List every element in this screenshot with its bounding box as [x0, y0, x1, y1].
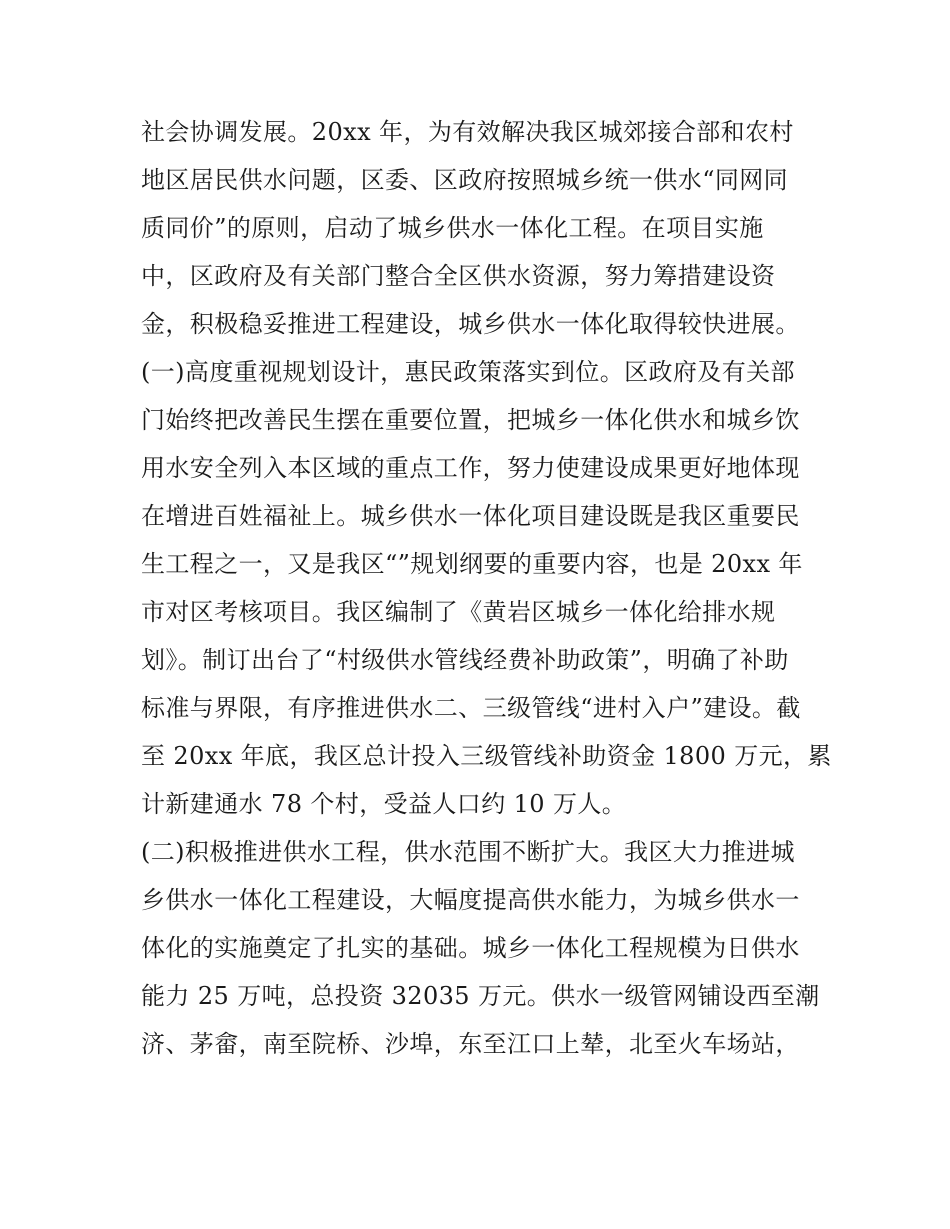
- section-two-line-3: 体化的实施奠定了扎实的基础。城乡一体化工程规模为日供水: [141, 934, 800, 962]
- section-two-line-5: 济、茅畲，南至院桥、沙埠，东至江口上辇，北至火车场站，: [141, 1030, 800, 1058]
- text-line-1: 社会协调发展。20xx 年，为有效解决我区城郊接合部和农村: [141, 118, 794, 146]
- section-one-line-5: 生工程之一，又是我区“”规划纲要的重要内容，也是 20xx 年: [141, 550, 803, 578]
- section-one-line-1: (一)高度重视规划设计，惠民政策落实到位。区政府及有关部: [141, 358, 795, 386]
- section-one-line-4: 在增进百姓福祉上。城乡供水一体化项目建设既是我区重要民: [141, 502, 800, 530]
- section-two-line-1: (二)积极推进供水工程，供水范围不断扩大。我区大力推进城: [141, 838, 795, 866]
- section-two-line-4: 能力 25 万吨，总投资 32035 万元。供水一级管网铺设西至潮: [141, 982, 820, 1010]
- section-one-line-7: 划》。制订出台了“村级供水管线经费补助政策”，明确了补助: [141, 646, 789, 674]
- section-one-line-8: 标准与界限，有序推进供水二、三级管线“进村入户”建设。截: [141, 694, 801, 722]
- section-one-line-6: 市对区考核项目。我区编制了《黄岩区城乡一体化给排水规: [141, 598, 776, 626]
- text-line-5: 金，积极稳妥推进工程建设，城乡供水一体化取得较快进展。: [141, 310, 800, 338]
- section-one-line-9: 至 20xx 年底，我区总计投入三级管线补助资金 1800 万元，累: [141, 742, 832, 770]
- section-two-line-2: 乡供水一体化工程建设，大幅度提高供水能力，为城乡供水一: [141, 886, 800, 914]
- text-line-4: 中，区政府及有关部门整合全区供水资源，努力筹措建设资: [141, 262, 776, 290]
- section-one-line-2: 门始终把改善民生摆在重要位置，把城乡一体化供水和城乡饮: [141, 406, 800, 434]
- text-line-3: 质同价”的原则，启动了城乡供水一体化工程。在项目实施: [141, 214, 764, 242]
- body-text: [141, 108, 832, 1068]
- section-one-line-3: 用水安全列入本区域的重点工作，努力使建设成果更好地体现: [141, 454, 800, 482]
- text-line-2: 地区居民供水问题，区委、区政府按照城乡统一供水“同网同: [141, 166, 789, 194]
- section-one-line-10: 计新建通水 78 个村，受益人口约 10 万人。: [141, 790, 627, 818]
